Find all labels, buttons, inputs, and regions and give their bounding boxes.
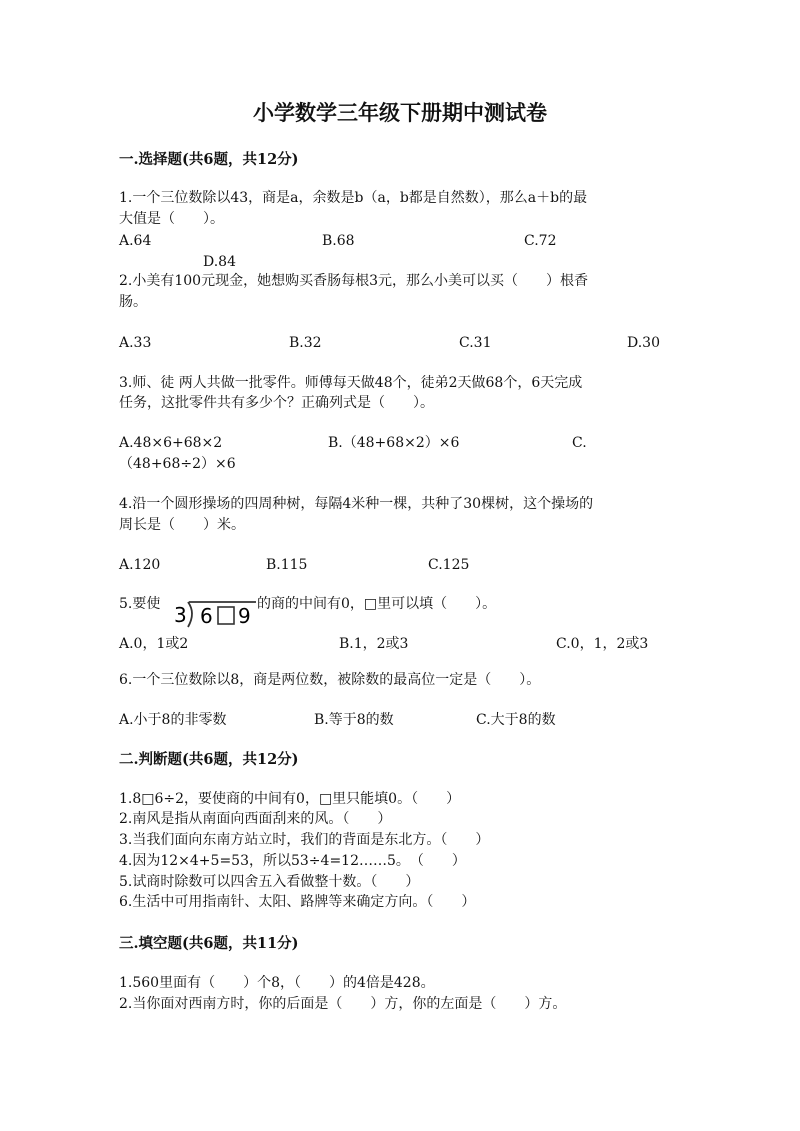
judgment-item: 6.生活中可用指南针、太阳、路牌等来确定方向。（ ）: [119, 894, 476, 910]
q3-option-a: A.48×6+68×2: [119, 435, 223, 451]
q6-option-c: C.大于8的数: [476, 712, 556, 728]
q6-stem: 6.一个三位数除以8，商是两位数，被除数的最高位一定是（ ）。: [119, 672, 541, 688]
judgment-item: 2.南风是指从南面向西面刮来的风。（ ）: [119, 811, 392, 827]
q5-option-a: A.0，1或2: [119, 636, 189, 652]
q3-stem-line2: 任务，这批零件共有多少个？正确列式是（ ）。: [119, 395, 434, 411]
fill-in-item: 2.当你面对西南方时，你的后面是（ ）方，你的左面是（ ）方。: [119, 996, 567, 1012]
q2-stem-line2: 肠。: [119, 294, 147, 310]
division-bracket: [188, 602, 192, 627]
q5-stem-suffix: 的商的中间有0，□里可以填（ ）。: [257, 596, 497, 612]
section-heading-choice: 一.选择题(共6题，共12分): [119, 151, 299, 168]
q4-stem-line2: 周长是（ ）米。: [119, 517, 245, 533]
q2-option-a: A.33: [119, 335, 152, 351]
q1-option-b: B.68: [322, 233, 355, 249]
page-title: 小学数学三年级下册期中测试卷: [253, 100, 547, 125]
q2-option-d: D.30: [627, 335, 660, 351]
q3-stem-line1: 3.师、徒 两人共做一批零件。师傅每天做48个，徒弟2天做68个，6天完成: [119, 375, 583, 391]
q4-stem-line1: 4.沿一个圆形操场的四周种树，每隔4米种一棵，共种了30棵树，这个操场的: [119, 496, 594, 512]
q2-option-b: B.32: [289, 335, 322, 351]
q1-option-d: D.84: [203, 254, 236, 270]
q1-option-a: A.64: [119, 233, 152, 249]
blank-box: [218, 607, 234, 624]
q1-stem-line2: 大值是（ ）。: [119, 211, 224, 227]
q4-option-b: B.115: [266, 557, 308, 573]
q5-option-b: B.1，2或3: [339, 636, 409, 652]
q5-option-c: C.0，1，2或3: [556, 636, 649, 652]
q2-option-c: C.31: [459, 335, 492, 351]
q5-stem-prefix: 5.要使: [119, 596, 161, 612]
q4-option-a: A.120: [119, 557, 161, 573]
q6-option-a: A.小于8的非零数: [119, 712, 227, 728]
dividend-digit-1: 6: [200, 604, 213, 628]
judgment-item: 4.因为12×4+5=53，所以53÷4=12……5。 （ ）: [119, 853, 466, 869]
q3-option-c: C.: [572, 435, 587, 451]
q1-stem-line1: 1.一个三位数除以43，商是a，余数是b（a，b都是自然数），那么a＋b的最: [119, 190, 588, 206]
q6-option-b: B.等于8的数: [314, 712, 394, 728]
section-heading-fill-in: 三.填空题(共6题，共11分): [119, 935, 299, 952]
q4-option-c: C.125: [428, 557, 470, 573]
fill-in-item: 1.560里面有（ ）个8，（ ）的4倍是428。: [119, 975, 435, 991]
judgment-item: 5.试商时除数可以四舍五入看做整十数。（ ）: [119, 874, 420, 890]
long-division-figure: [170, 594, 258, 628]
q3-option-b: B.（48+68×2）×6: [328, 435, 460, 451]
section-heading-judgment: 二.判断题(共6题，共12分): [119, 751, 299, 768]
q1-option-c: C.72: [524, 233, 557, 249]
dividend-digit-3: 9: [238, 604, 251, 628]
judgment-item: 1.8□6÷2，要使商的中间有0，□里只能填0。（ ）: [119, 791, 461, 807]
judgment-item: 3.当我们面向东南方站立时，我们的背面是东北方。（ ）: [119, 832, 490, 848]
divisor-digit: 3: [174, 603, 187, 627]
q2-stem-line1: 2.小美有100元现金，她想购买香肠每根3元，那么小美可以买（ ）根香: [119, 273, 588, 289]
q3-option-c-expression: （48+68÷2）×6: [119, 456, 236, 472]
